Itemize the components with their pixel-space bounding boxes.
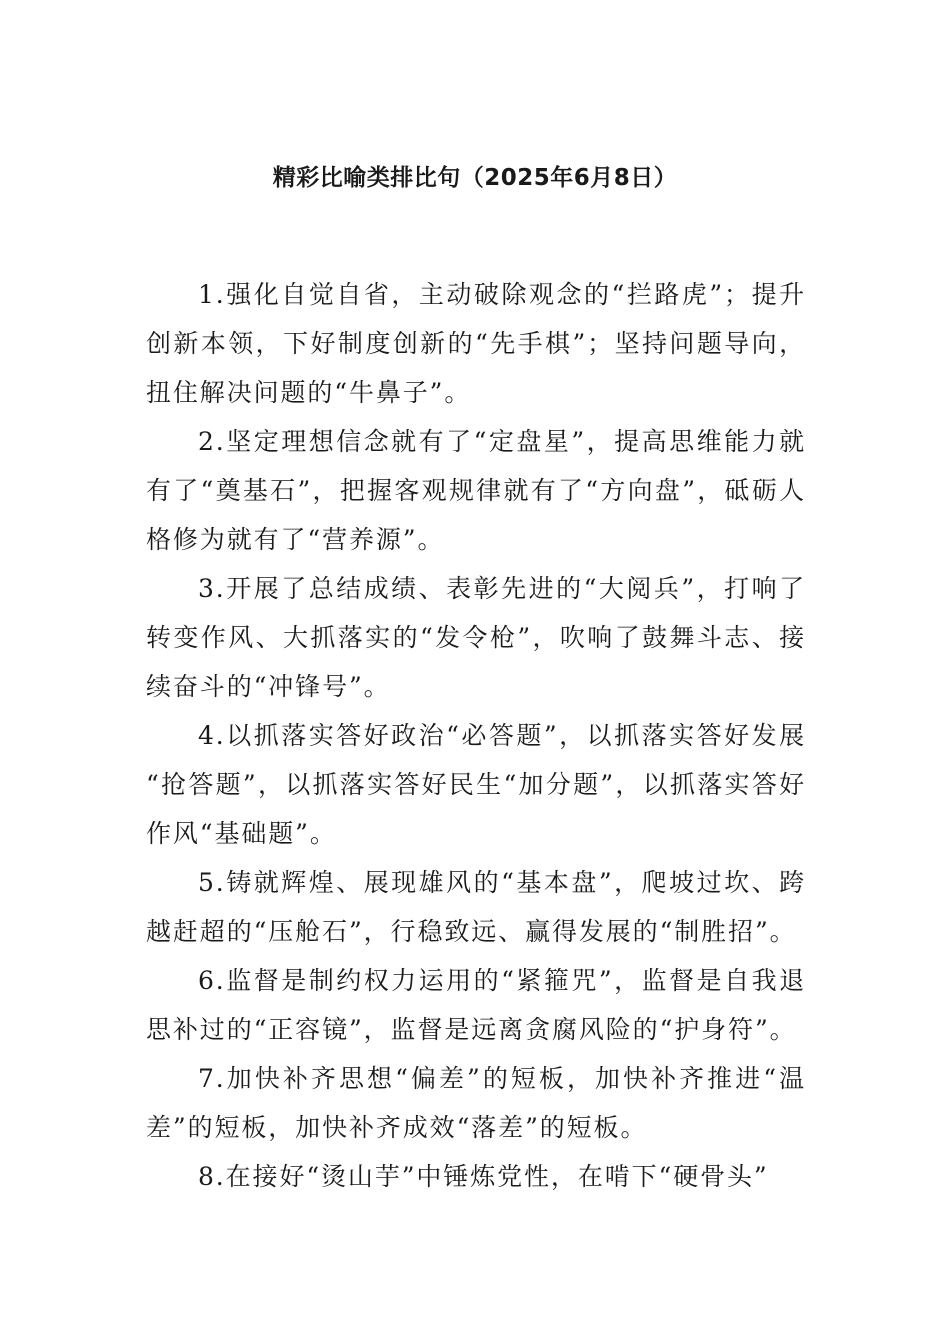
paragraph-2: 2.坚定理想信念就有了“定盘星”，提高思维能力就有了“奠基石”，把握客观规律就有了“方向盘”，砥砺人格修为就有了“营养源”。 [146,427,806,554]
page-title: 精彩比喻类排比句（2025年6月8日） [272,165,678,191]
paragraph-6: 6.监督是制约权力运用的“紧箍咒”，监督是自我退思补过的“正容镜”，监督是远离贪腐风险的“护身符”。 [146,966,806,1044]
paragraph-4: 4.以抓落实答好政治“必答题”，以抓落实答好发展“抢答题”，以抓落实答好民生“加分题”，以抓落实答好作风“基础题”。 [146,721,806,848]
paragraph-3: 3.开展了总结成绩、表彰先进的“大阅兵”，打响了转变作风、大抓落实的“发令枪”，吹响了鼓舞斗志、接续奋斗的“冲锋号”。 [146,574,806,701]
paragraph-1: 1.强化自觉自省，主动破除观念的“拦路虎”；提升创新本领，下好制度创新的“先手棋”；坚持问题导向，扭住解决问题的“牛鼻子”。 [146,280,806,407]
paragraph-7: 7.加快补齐思想“偏差”的短板，加快补齐推进“温差”的短板，加快补齐成效“落差”的短板。 [146,1064,806,1142]
document-body [146,270,806,1201]
paragraph-8: 8.在接好“烫山芋”中锤炼党性，在啃下“硬骨头” [198,1162,769,1191]
paragraph-5: 5.铸就辉煌、展现雄风的“基本盘”，爬坡过坎、跨越赶超的“压舱石”，行稳致远、赢得发展的“制胜招”。 [146,868,806,946]
